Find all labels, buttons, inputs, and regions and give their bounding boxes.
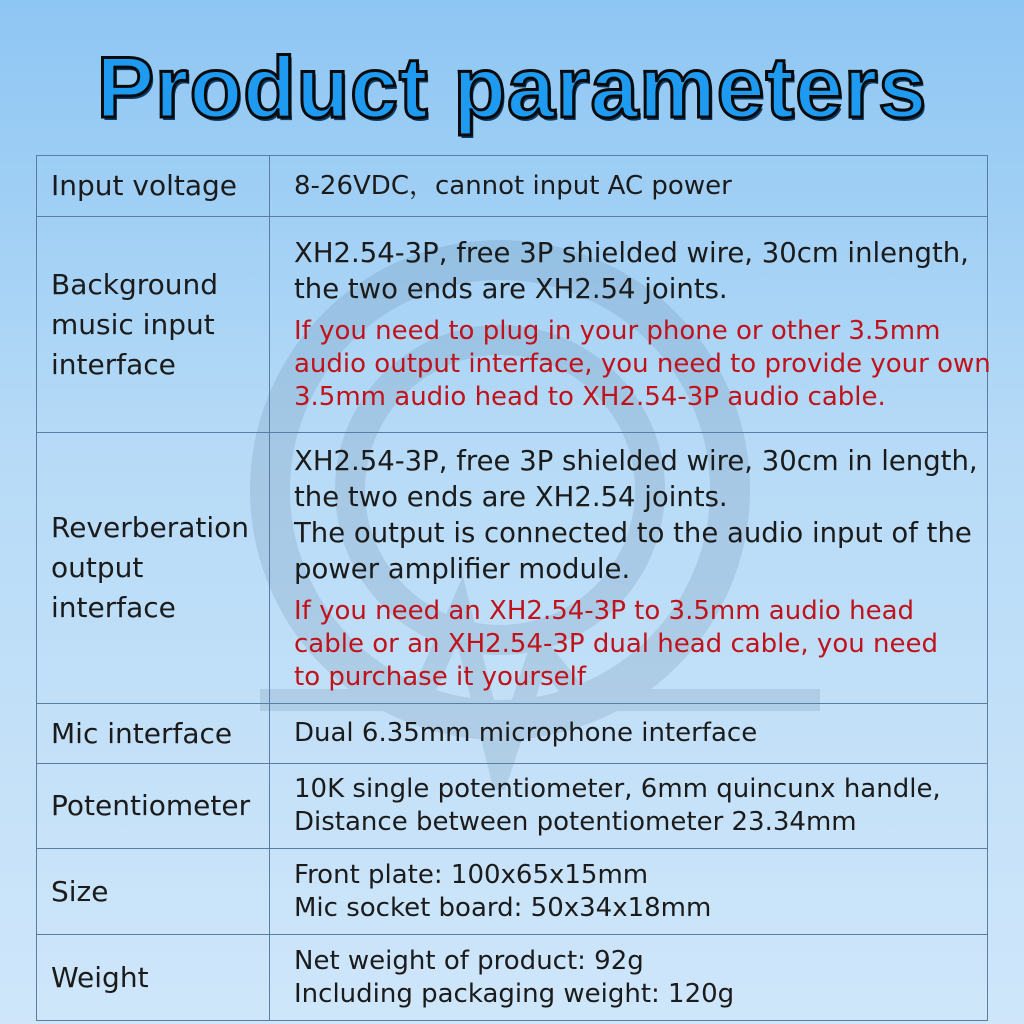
note-line: cable or an XH2.54-3P dual head cable, you need [294,628,938,659]
value-line: 10K single potentiometer, 6mm quincunx handle, [294,774,941,804]
table-row [37,935,988,1021]
row-value-mic-interface [270,704,988,764]
value-line: power amplifier module. [294,552,631,585]
row-label-size: Size [37,849,270,935]
label-line: Reverberation [51,511,250,544]
note-line: If you need to plug in your phone or other 3.5mm [294,316,941,346]
value-line: XH2.54-3P, free 3P shielded wire, 30cm inlength, [294,237,969,269]
value-line: 8-26VDC，cannot input AC power [294,170,732,201]
table-row [37,156,988,217]
value-line: the two ends are XH2.54 joints. [294,480,728,513]
value-line: Front plate: 100x65x15mm [294,859,649,890]
table-row [37,433,988,704]
row-value-potentiometer [270,764,988,849]
value-line: Net weight of product: 92g [294,945,644,976]
row-value-background-music [270,217,991,433]
note-line: If you need an XH2.54-3P to 3.5mm audio head [294,595,915,626]
label-line: interface [51,591,176,624]
row-label-reverberation [37,433,270,704]
value-line: XH2.54-3P, free 3P shielded wire, 30cm in length, [294,444,978,477]
row-label-weight: Weight [37,935,270,1021]
value-line: Including packaging weight: 120g [294,978,735,1009]
note-line: to purchase it yourself [294,661,587,692]
table-row [37,704,988,764]
table-row [37,764,988,849]
row-value-reverberation [270,433,988,704]
page-title: Product parameters [96,40,928,136]
parameters-table [36,155,991,1021]
note-block [294,595,983,694]
value-line: Mic socket board: 50x34x18mm [294,892,712,923]
label-line: Background [51,267,219,301]
row-label-potentiometer: Potentiometer [37,764,270,849]
table-row [37,217,988,433]
label-line: music input [51,307,215,341]
row-value-size [270,849,988,935]
label-line: interface [51,347,176,381]
value-line: Dual 6.35mm microphone interface [294,718,758,748]
value-line: the two ends are XH2.54 joints. [294,273,728,305]
note-line: 3.5mm audio head to XH2.54-3P audio cable. [294,382,886,412]
row-value-weight [270,935,988,1021]
value-line: Distance between potentiometer 23.34mm [294,807,857,837]
note-line: audio output interface, you need to provide your own [294,349,991,379]
label-line: output [51,551,144,584]
row-value-input-voltage [270,156,988,217]
row-label-mic-interface: Mic interface [37,704,270,764]
row-label-background-music [37,217,270,433]
value-line: The output is connected to the audio input of the [294,516,972,549]
row-label-input-voltage: Input voltage [37,156,270,217]
note-block [294,315,991,414]
table-row [37,849,988,935]
